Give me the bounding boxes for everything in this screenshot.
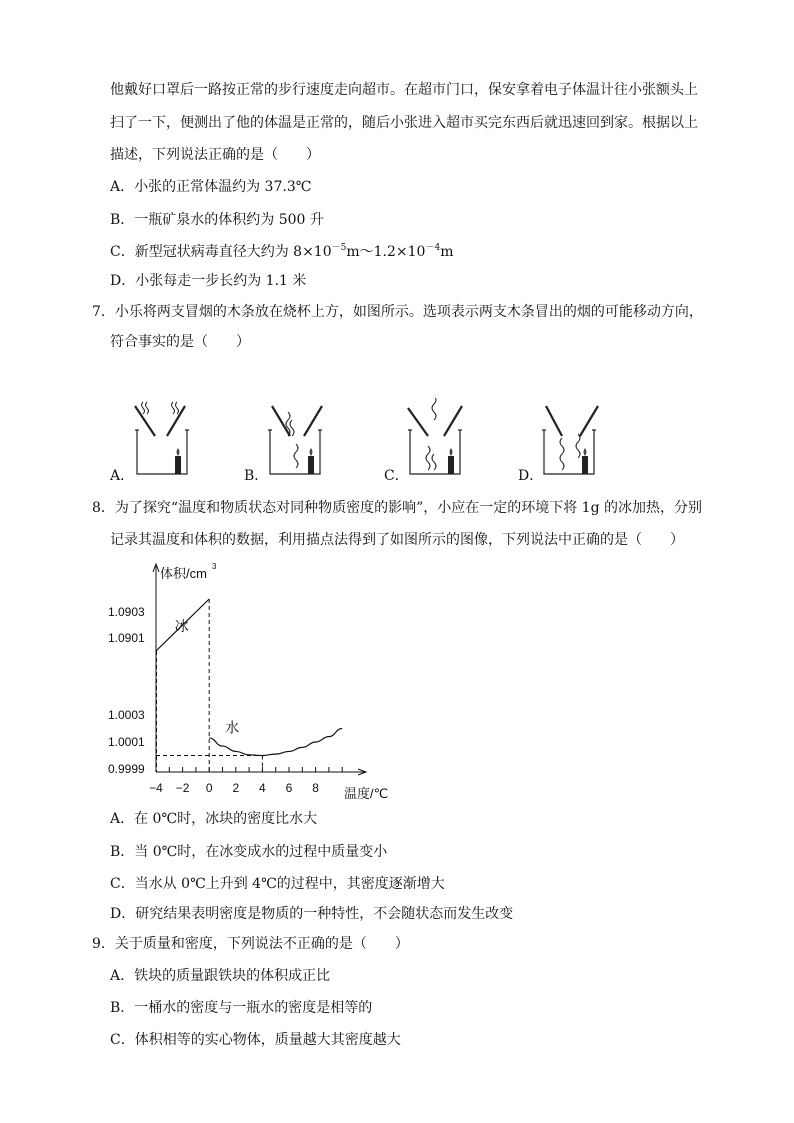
q6-option-b: B．一瓶矿泉水的体积约为 500 升 bbox=[110, 212, 324, 228]
volume-temperature-chart bbox=[100, 558, 420, 808]
q9-option-b: B．一桶水的密度与一瓶水的密度是相等的 bbox=[110, 1000, 373, 1016]
y-tick-label: 1.0001 bbox=[108, 735, 145, 749]
q6-stem-line-2: 扫了一下，便测出了他的体温是正常的，随后小张进入超市买完东西后就迅速回到家。根据以上 bbox=[110, 115, 698, 131]
q7-label-c: C． bbox=[384, 468, 409, 484]
q7-stem-line-1: 7．小乐将两支冒烟的木条放在烧杯上方，如图所示。选项表示两支木条冒出的烟的可能移动方向， bbox=[92, 304, 703, 320]
q8-stem-line-2: 记录其温度和体积的数据，利用描点法得到了如图所示的图像，下列说法中正确的是（ ） bbox=[110, 532, 684, 548]
x-tick-label: 0 bbox=[205, 781, 213, 795]
q7-label-b: B． bbox=[244, 468, 269, 484]
x-tick-label: −2 bbox=[175, 781, 190, 795]
q6-option-c bbox=[110, 242, 453, 262]
y-tick-label: 1.0901 bbox=[108, 631, 145, 645]
series-label-water: 水 bbox=[225, 719, 240, 736]
x-tick-label: 6 bbox=[285, 781, 293, 795]
q7-label-d: D． bbox=[518, 468, 544, 484]
q6-option-c-pre: C．新型冠状病毒直径大约为 8×10 bbox=[110, 244, 332, 260]
beaker-figure-a bbox=[125, 398, 205, 478]
x-tick-label: 2 bbox=[232, 781, 240, 795]
q8-option-a: A．在 0℃时，冰块的密度比水大 bbox=[110, 811, 318, 827]
q8-stem-line-1: 8．为了探究“温度和物质状态对同种物质密度的影响”，小应在一定的环境下将 1g 的冰加热，分别 bbox=[92, 500, 702, 516]
q6-stem-line-1: 他戴好口罩后一路按正常的步行速度走向超市。在超市门口，保安拿着电子体温计往小张额头上 bbox=[110, 82, 698, 98]
q6-option-c-mid: m～1.2×10 bbox=[346, 244, 426, 260]
q6-option-a: A．小张的正常体温约为 37.3℃ bbox=[110, 179, 312, 195]
y-axis-label: 体积/cm bbox=[160, 566, 207, 581]
q9-stem: 9．关于质量和密度，下列说法不正确的是（ ） bbox=[92, 936, 409, 952]
x-axis-label: 温度/℃ bbox=[344, 786, 389, 801]
y-tick-label: 1.0903 bbox=[108, 605, 145, 619]
q8-option-b: B．当 0℃时，在冰变成水的过程中质量变小 bbox=[110, 844, 388, 860]
beaker-figure-d bbox=[532, 398, 612, 478]
q7-label-a: A． bbox=[110, 468, 135, 484]
q6-stem-line-3: 描述，下列说法正确的是（ ） bbox=[110, 147, 320, 163]
x-tick-label: 4 bbox=[259, 781, 266, 795]
y-axis-label-sup: 3 bbox=[212, 562, 217, 571]
q6-option-d: D．小张每走一步长约为 1.1 米 bbox=[110, 273, 307, 289]
q8-option-c: C．当水从 0℃上升到 4℃的过程中，其密度逐渐增大 bbox=[110, 876, 445, 892]
q7-stem-line-2: 符合事实的是（ ） bbox=[110, 334, 250, 350]
q6-option-c-exp2: －4 bbox=[425, 243, 441, 253]
x-tick-label: 8 bbox=[312, 781, 319, 795]
beaker-figure-c bbox=[398, 398, 478, 478]
series-label-ice: 冰 bbox=[174, 618, 189, 634]
beaker-figure-b bbox=[258, 398, 338, 478]
q8-option-d: D．研究结果表明密度是物质的一种特性，不会随状态而发生改变 bbox=[110, 906, 514, 922]
q9-option-a: A．铁块的质量跟铁块的体积成正比 bbox=[110, 968, 331, 984]
q9-option-c: C．体积相等的实心物体，质量越大其密度越大 bbox=[110, 1032, 401, 1048]
y-tick-label: 0.9999 bbox=[108, 762, 145, 776]
x-tick-label: −4 bbox=[149, 781, 163, 795]
q6-option-c-exp1: －5 bbox=[331, 243, 347, 253]
y-tick-label: 1.0003 bbox=[108, 708, 145, 722]
q6-option-c-post: m bbox=[440, 244, 454, 260]
